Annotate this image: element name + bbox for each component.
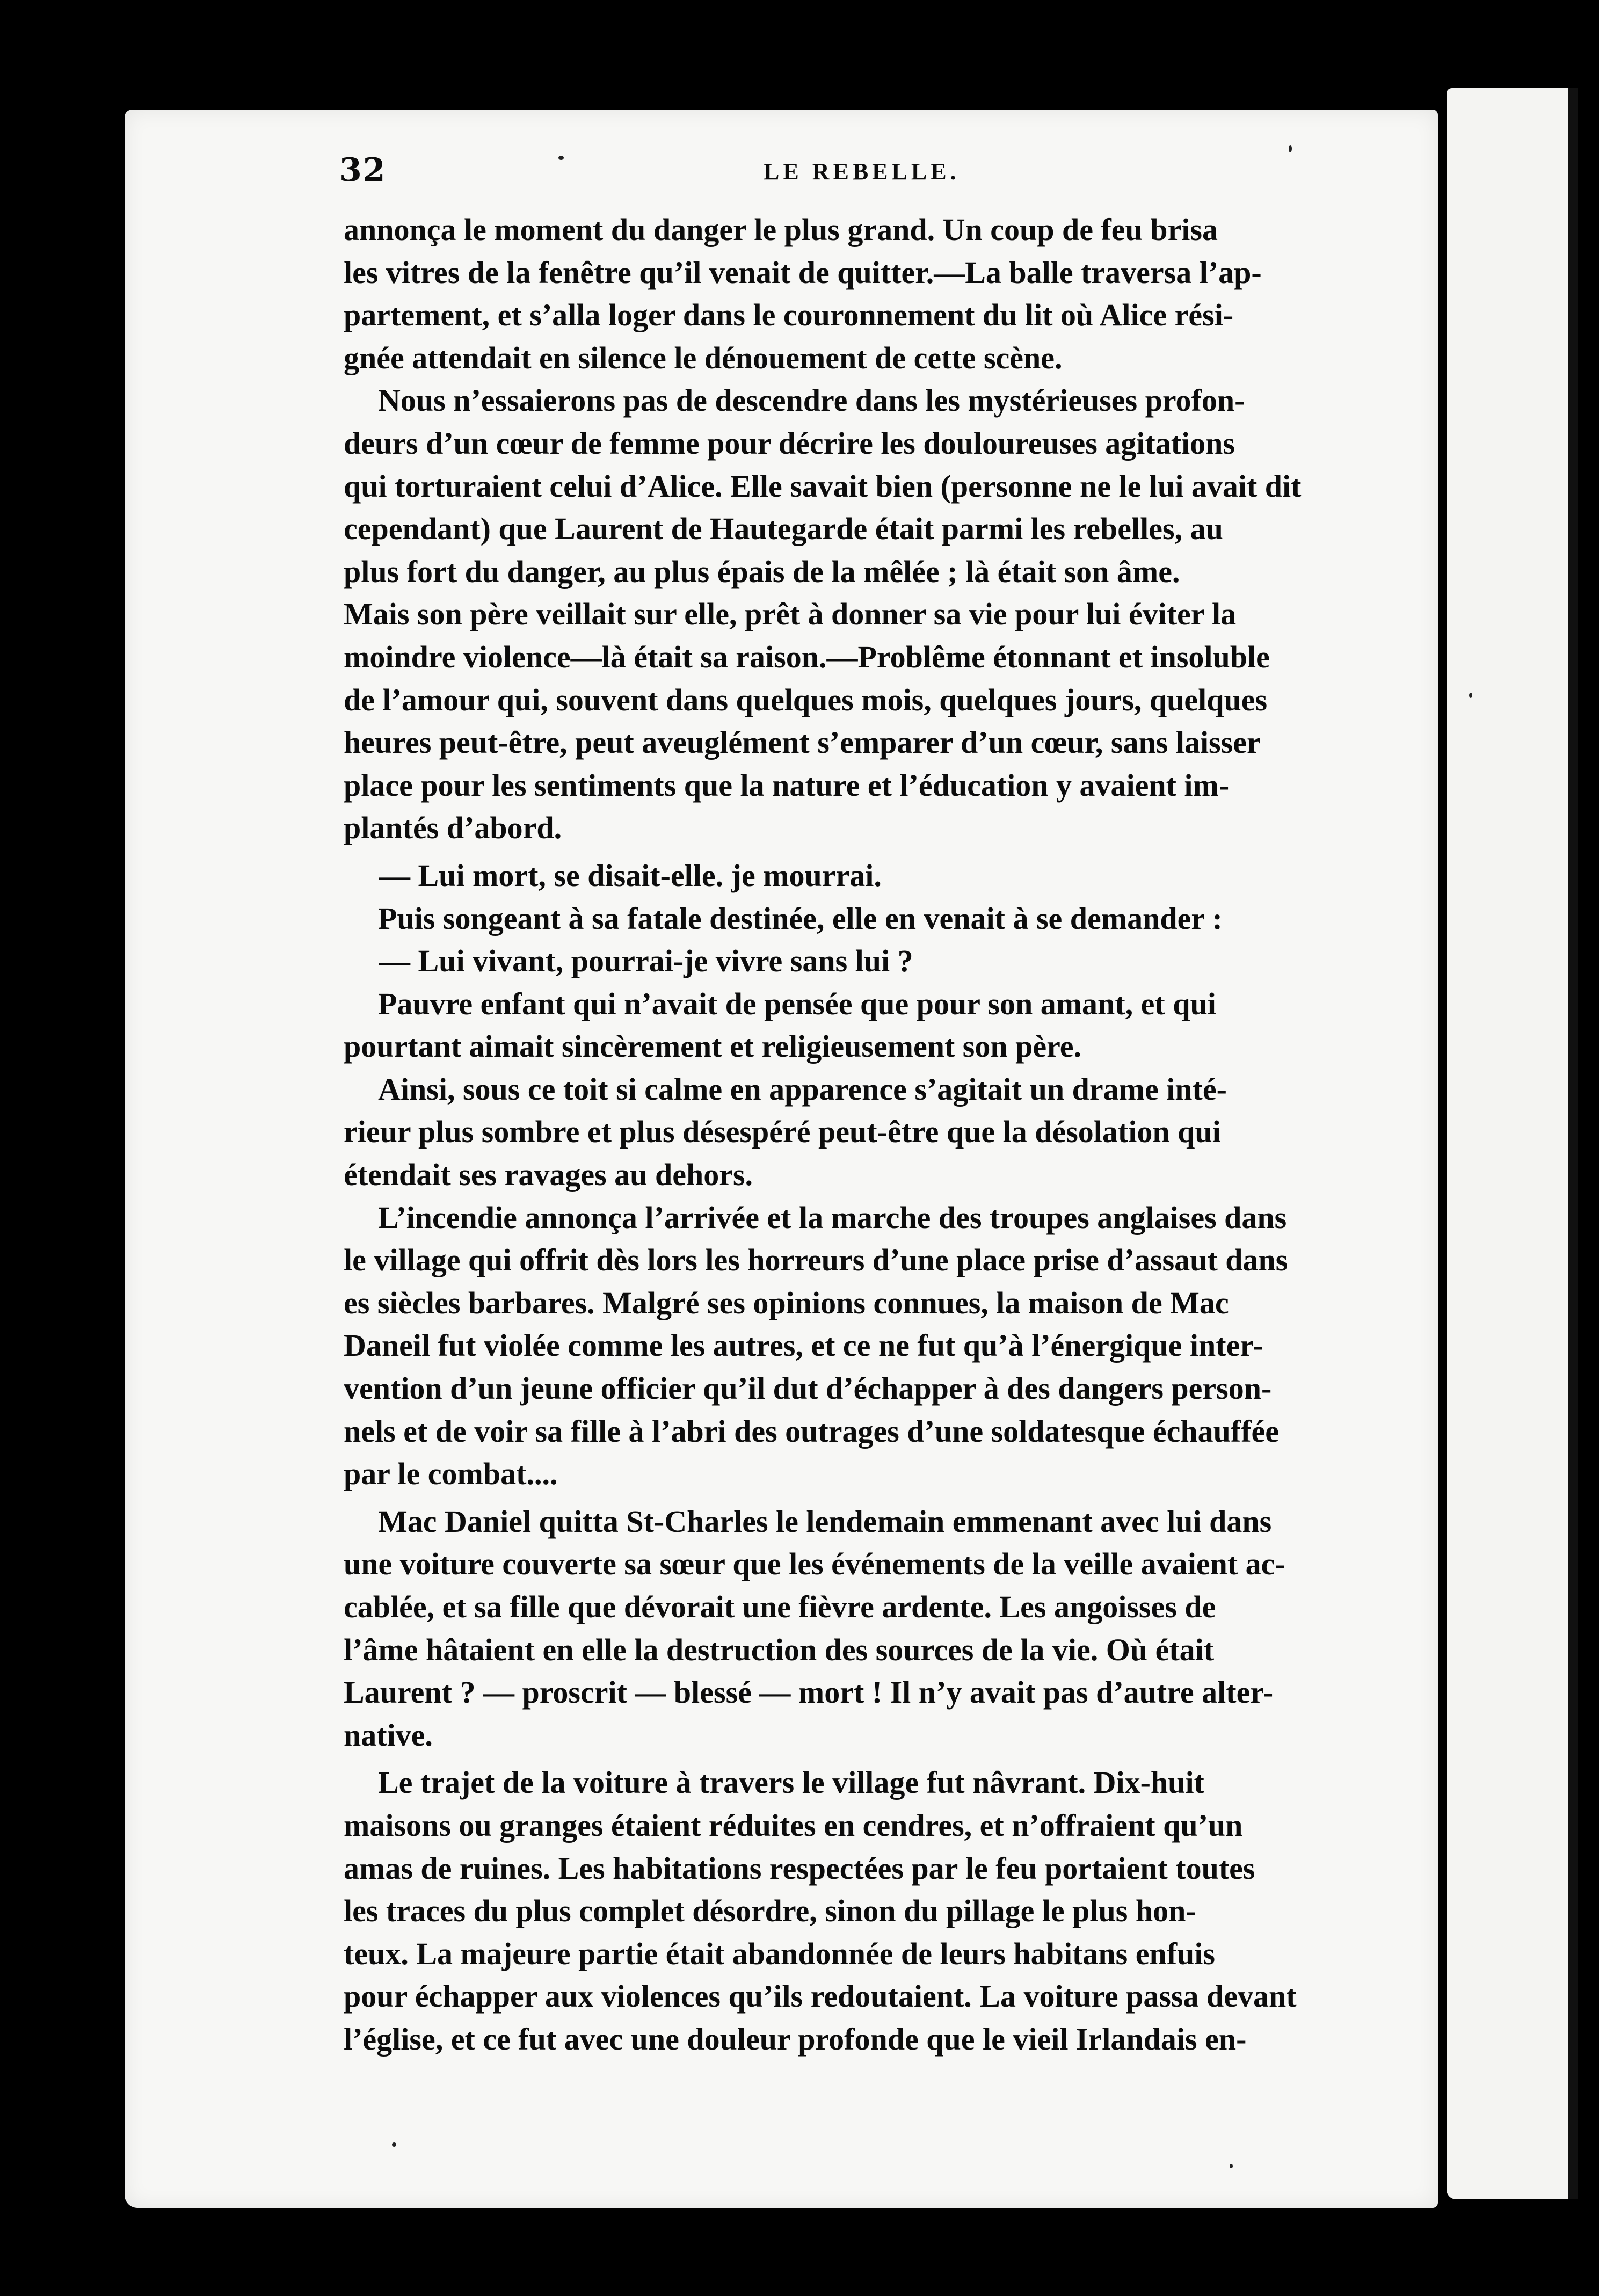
scan-speck (1289, 145, 1292, 152)
text-line: vention d’un jeune officier qu’il dut d’échapper à des dangers person- (344, 1371, 1272, 1406)
text-line: L’incendie annonça l’arrivée et la marche des troupes anglaises dans (378, 1200, 1287, 1235)
scan-speck (392, 2142, 396, 2147)
text-line: plus fort du danger, au plus épais de la mêlée ; là était son âme. (344, 554, 1180, 589)
text-line: Laurent ? — proscrit — blessé — mort ! Il n’y avait pas d’autre alter- (344, 1675, 1274, 1710)
text-line: Ainsi, sous ce toit si calme en apparence s’agitait un drame inté- (378, 1071, 1227, 1107)
running-head: LE REBELLE. (764, 158, 960, 185)
text-line: heures peut-être, peut aveuglément s’emparer d’un cœur, sans laisser (344, 725, 1261, 760)
text-line: cependant) que Laurent de Hautegarde était parmi les rebelles, au (344, 511, 1223, 547)
scan-speck (558, 156, 564, 160)
text-line: — Lui vivant, pourrai-je vivre sans lui ? (379, 943, 913, 979)
scan-speck (1469, 693, 1472, 698)
page-gutter (1568, 88, 1578, 2199)
text-line: rieur plus sombre et plus désespéré peut-être que la désolation qui (344, 1114, 1221, 1150)
text-line: partement, et s’alla loger dans le couronnement du lit où Alice rési- (344, 297, 1234, 333)
text-line: amas de ruines. Les habitations respectées par le feu portaient toutes (344, 1850, 1255, 1886)
text-line: les vitres de la fenêtre qu’il venait de quitter.—La balle traversa l’ap- (344, 255, 1262, 290)
text-line: annonça le moment du danger le plus grand. Un coup de feu brisa (344, 212, 1218, 247)
text-line: Nous n’essaierons pas de descendre dans les mystérieuses profon- (378, 383, 1245, 418)
text-line: Mac Daniel quitta St-Charles le lendemain emmenant avec lui dans (378, 1503, 1272, 1539)
page-header (339, 151, 1392, 200)
text-line: Le trajet de la voiture à travers le village fut nâvrant. Dix-huit (378, 1765, 1204, 1800)
text-line: teux. La majeure partie était abandonnée de leurs habitans enfuis (344, 1936, 1215, 1971)
text-line: nels et de voir sa fille à l’abri des outrages d’une soldatesque échauffée (344, 1413, 1280, 1449)
text-line: Mais son père veillait sur elle, prêt à donner sa vie pour lui éviter la (344, 597, 1237, 632)
text-line: qui torturaient celui d’Alice. Elle savait bien (personne ne le lui avait dit (344, 468, 1302, 504)
text-line: Puis songeant à sa fatale destinée, elle en venait à se demander : (378, 900, 1223, 936)
text-line: pour échapper aux violences qu’ils redoutaient. La voiture passa devant (344, 1979, 1297, 2014)
text-line: plantés d’abord. (344, 810, 562, 846)
text-line: Daneil fut violée comme les autres, et ce ne fut qu’à l’énergique inter- (344, 1328, 1263, 1363)
text-line: Pauvre enfant qui n’avait de pensée que pour son amant, et qui (378, 986, 1216, 1021)
text-line: moindre violence—là était sa raison.—Problême étonnant et insoluble (344, 639, 1270, 674)
text-line: gnée attendait en silence le dénouement de cette scène. (344, 340, 1063, 375)
text-line: native. (344, 1717, 433, 1753)
text-line: place pour les sentiments que la nature et l’éducation y avaient im- (344, 767, 1230, 803)
body-text (344, 208, 1380, 2061)
text-line: de l’amour qui, souvent dans quelques mois, quelques jours, quelques (344, 682, 1268, 717)
text-line: les traces du plus complet désordre, sinon du pillage le plus hon- (344, 1893, 1196, 1929)
text-line: étendait ses ravages au dehors. (344, 1157, 753, 1193)
text-line: le village qui offrit dès lors les horreurs d’une place prise d’assaut dans (344, 1243, 1288, 1278)
text-line: l’âme hâtaient en elle la destruction des sources de la vie. Où était (344, 1632, 1215, 1667)
text-line: maisons ou granges étaient réduites en cendres, et n’offraient qu’un (344, 1807, 1243, 1843)
text-line: — Lui mort, se disait-elle. je mourrai. (379, 858, 882, 893)
scan-speck (1230, 2164, 1233, 2168)
text-line: pourtant aimait sincèrement et religieusement son père. (344, 1029, 1082, 1064)
text-line: es siècles barbares. Malgré ses opinions connues, la maison de Mac (344, 1285, 1229, 1320)
page-number: 32 (339, 151, 387, 189)
text-line: cablée, et sa fille que dévorait une fièvre ardente. Les angoisses de (344, 1589, 1216, 1624)
text-line: l’église, et ce fut avec une douleur profonde que le vieil Irlandais en- (344, 2021, 1247, 2057)
text-line: une voiture couverte sa sœur que les événements de la veille avaient ac- (344, 1546, 1285, 1582)
text-line: par le combat.... (344, 1456, 558, 1492)
text-line: deurs d’un cœur de femme pour décrire les douloureuses agitations (344, 425, 1235, 461)
next-page-edge (1447, 88, 1578, 2199)
